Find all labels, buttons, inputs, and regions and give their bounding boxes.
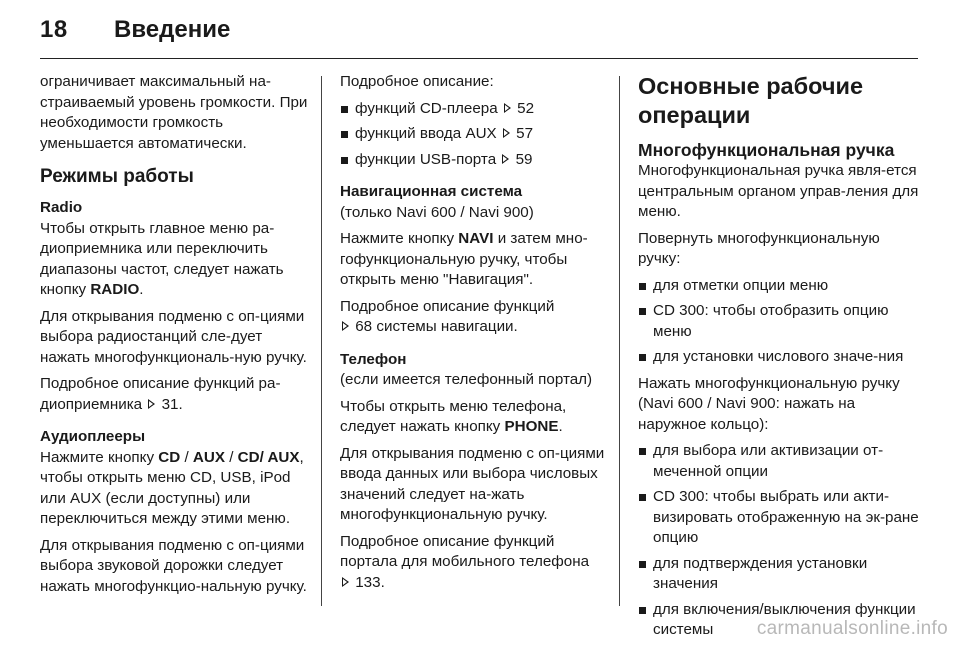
key-aux: AUX bbox=[192, 448, 225, 466]
text: Подробное описание функций ра-диоприемника bbox=[40, 375, 281, 413]
page-ref[interactable] bbox=[502, 100, 534, 117]
text: / bbox=[180, 448, 193, 466]
page-ref-number: 68 bbox=[355, 318, 373, 335]
paragraph-nav-availability: (только Navi 600 / Navi 900) bbox=[340, 203, 534, 221]
paragraph-audio-open bbox=[40, 448, 312, 530]
page-ref-number: 31 bbox=[161, 395, 179, 413]
column-divider bbox=[619, 76, 620, 606]
header-rule bbox=[40, 58, 918, 59]
text: . bbox=[558, 418, 563, 435]
text: системы навигации. bbox=[372, 318, 518, 335]
list-item: CD 300: чтобы отобразить опцию меню bbox=[638, 301, 920, 342]
page-ref[interactable] bbox=[500, 151, 532, 168]
paragraph-volume: ограничивает максимальный на-страиваемый уровень громкости. При необходимости громкость уменьшается автоматически. bbox=[40, 73, 308, 152]
page-ref[interactable] bbox=[340, 574, 381, 591]
paragraph-nav-open bbox=[340, 229, 612, 291]
text: . bbox=[380, 573, 385, 591]
chapter-title: Введение bbox=[114, 16, 231, 43]
page-ref-arrow-icon bbox=[148, 399, 155, 409]
section-title-modes: Режимы работы bbox=[40, 166, 194, 187]
details-list bbox=[340, 99, 612, 171]
press-actions-list bbox=[638, 441, 920, 641]
text: Чтобы открыть меню телефона, следует нажать кнопку bbox=[340, 397, 567, 435]
key-radio: RADIO bbox=[90, 281, 140, 298]
list-item: для выбора или активизации от-меченной опции bbox=[638, 441, 920, 482]
text: Нажмите кнопку bbox=[340, 230, 459, 247]
page-ref-arrow-icon bbox=[502, 154, 509, 164]
paragraph-phone-ref bbox=[340, 532, 612, 594]
text: Подробное описание функций bbox=[340, 297, 555, 315]
list-item: CD 300: чтобы выбрать или акти-визировать отображенную на эк-ране опцию bbox=[638, 487, 920, 549]
key-cd-aux: CD/ AUX bbox=[237, 448, 300, 466]
column-right bbox=[638, 72, 920, 647]
page-ref-arrow-icon bbox=[342, 577, 349, 587]
section-title-basic-operations: Основные рабочие операции bbox=[638, 73, 864, 128]
key-cd: CD bbox=[158, 448, 181, 466]
watermark: carmanualsonline.info bbox=[756, 618, 948, 639]
list-item: для включения/выключения функции системы bbox=[638, 600, 920, 641]
text: / bbox=[224, 448, 238, 466]
text: функций ввода AUX bbox=[355, 125, 497, 142]
paragraph-knob-turn: Повернуть многофункциональную ручку: bbox=[638, 229, 880, 267]
paragraph-phone-availability: (если имеется телефонный портал) bbox=[340, 371, 593, 388]
subheading-audio: Аудиоплееры bbox=[40, 428, 146, 445]
paragraph-nav-ref bbox=[340, 297, 612, 338]
text: . bbox=[178, 395, 183, 413]
text: Подробное описание функций портала для мобильного телефона bbox=[340, 532, 590, 570]
page-number: 18 bbox=[40, 16, 68, 43]
paragraph-phone-open bbox=[340, 397, 612, 438]
list-item bbox=[340, 99, 612, 120]
list-item: для установки числового значе-ния bbox=[638, 347, 920, 368]
text: . bbox=[139, 281, 144, 298]
text: функции USB-порта bbox=[355, 150, 497, 168]
list-item bbox=[340, 150, 612, 171]
page-ref[interactable] bbox=[340, 318, 372, 335]
column-left bbox=[40, 72, 312, 603]
subheading-phone: Телефон bbox=[340, 350, 407, 368]
paragraph-details-intro: Подробное описание: bbox=[340, 73, 494, 90]
page-ref[interactable] bbox=[501, 125, 533, 142]
text: и затем мно-гофункциональную ручку, чтобы открыть меню "Навигация". bbox=[340, 230, 588, 288]
page-ref-number: 133 bbox=[355, 573, 381, 591]
paragraph-radio-ref bbox=[40, 374, 312, 415]
turn-actions-list bbox=[638, 276, 920, 368]
column-divider bbox=[321, 76, 322, 606]
text: , чтобы открыть меню CD, USB, iPod или AUX (если доступны) или переключиться между этими меню. bbox=[40, 448, 304, 527]
page-ref[interactable] bbox=[146, 396, 178, 413]
paragraph-knob-intro: Многофункциональная ручка явля-ется центральным органом управ-ления для меню. bbox=[638, 162, 919, 220]
page-ref-number: 57 bbox=[516, 125, 534, 142]
text: Чтобы открыть главное меню ра-диоприемника или переключить диапазоны частот, следует нажать кнопку bbox=[40, 219, 284, 298]
paragraph-radio-submenu: Для открывания подменю с оп-циями выбора радиостанций сле-дует нажать многофункциональ-ную ручку. bbox=[40, 307, 307, 366]
page-ref-number: 59 bbox=[515, 150, 533, 168]
list-item: для отметки опции меню bbox=[638, 276, 920, 297]
subheading-navigation: Навигационная система bbox=[340, 183, 523, 200]
key-navi: NAVI bbox=[458, 230, 494, 247]
subheading-multifunction-knob: Многофункциональная ручка bbox=[638, 140, 895, 160]
page-ref-arrow-icon bbox=[503, 128, 510, 138]
list-item: для подтверждения установки значения bbox=[638, 554, 920, 595]
text: функций CD-плеера bbox=[355, 99, 498, 117]
text: Нажмите кнопку bbox=[40, 448, 159, 466]
paragraph-knob-press: Нажать многофункциональную ручку (Navi 600 / Navi 900: нажать на наружное кольцо): bbox=[638, 374, 900, 433]
key-phone: PHONE bbox=[504, 418, 559, 435]
page-ref-arrow-icon bbox=[504, 103, 511, 113]
paragraph-phone-submenu: Для открывания подменю с оп-циями ввода данных или выбора числовых значений следует на-жать многофункциональную ручку. bbox=[340, 444, 605, 523]
page-header bbox=[0, 0, 960, 58]
page-ref-number: 52 bbox=[517, 99, 535, 117]
paragraph-audio-submenu: Для открывания подменю с оп-циями выбора звуковой дорожки следует нажать многофункцио-нальную ручку. bbox=[40, 536, 307, 595]
subheading-radio: Radio bbox=[40, 199, 83, 216]
list-item bbox=[340, 124, 612, 145]
column-middle bbox=[340, 72, 612, 599]
page-ref-arrow-icon bbox=[342, 321, 349, 331]
paragraph-radio-open bbox=[40, 219, 312, 301]
